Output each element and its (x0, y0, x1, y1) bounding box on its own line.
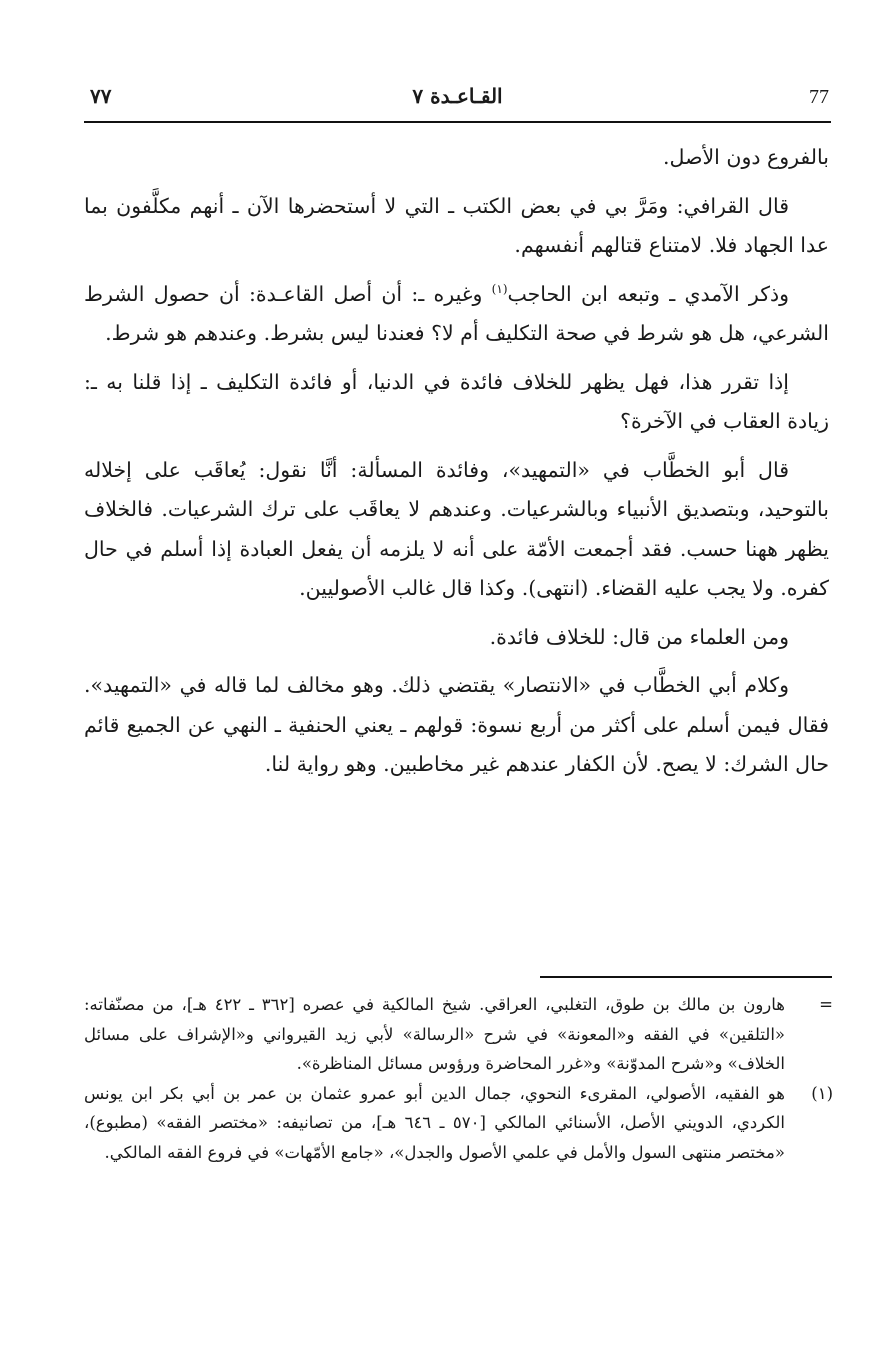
footnote (84, 990, 833, 1079)
footnote-text: هارون بن مالك بن طوق، التغلبي، العراقي. شيخ المالكية في عصره [٣٦٢ ـ ٤٢٢ هـ]، من مصنّفاته: «التلقين» في الفقه و«المعونة» في شرح «الرسالة» لأبي زيد القيرواني و«الإشراف على مسائل الخلاف» و«شرح المدوّنة» و«غرر المحاضرة ورؤوس مسائل المناظرة». (84, 995, 786, 1073)
paragraph: قال القرافي: ومَرَّ بي في بعض الكتب ـ التي لا أستحضرها الآن ـ أنهم مكلَّفون بما عدا الجهاد فلا. لامتناع قتالهم أنفسهم. (84, 193, 829, 257)
footnote-reference: (١) (491, 281, 508, 296)
main-text (84, 138, 829, 794)
footnote (84, 1079, 833, 1168)
paragraph: وكلام أبي الخطَّاب في «الانتصار» يقتضي ذلك. وهو مخالف لما قاله في «التمهيد». فقال فيمن أسلم على أكثر من أربع نسوة: قولهم ـ يعني الحنفية ـ النهي عن الجميع قائم حال الشرك: لا يصح. لأن الكفار عندهم غير مخاطبين. وهو رواية لنا. (84, 673, 829, 776)
footnote-separator (540, 976, 832, 978)
paragraph (84, 275, 829, 354)
footnote-mark: = (819, 995, 833, 1014)
page-number-latin: 77 (809, 86, 829, 108)
header-title: القـاعـدة ٧ (412, 84, 503, 108)
paragraph-text: وغيره ـ: أن أصل القاعـدة: أن حصول الشرط الشرعي، هل هو شرط في صحة التكليف أم لا؟ فعندنا ليس بشرط. وعندهم هو شرط. (84, 281, 829, 345)
footnote-mark: (١) (811, 1083, 833, 1103)
footnotes (84, 990, 833, 1167)
page-number-arabic: ٧٧ (90, 84, 112, 108)
paragraph: قال أبو الخطَّاب في «التمهيد»، وفائدة المسألة: أنَّا نقول: يُعاقَب على إخلاله بالتوحيد، وبتصديق الأنبياء وبالشرعيات. وعندهم لا يعاقَب على ترك الشرعيات. فالخلاف يظهر ههنا حسب. فقد أجمعت الأمّة على أنه لا يلزمه أن يفعل العبادة إذا أسلم في حال كفره. ولا يجب عليه القضاء. (انتهى). وكذا قال غالب الأصوليين. (84, 457, 829, 600)
paragraph-text: وذكر الآمدي ـ وتبعه ابن الحاجب (507, 281, 790, 306)
paragraph: ومن العلماء من قال: للخلاف فائدة. (489, 624, 789, 649)
running-header (84, 82, 831, 116)
paragraph: بالفروع دون الأصل. (663, 145, 829, 169)
footnote-text: هو الفقيه، الأصولي، المقرىء النحوي، جمال الدين أبو عمرو عثمان بن عمر بن أبي بكر ابن يونس الكردي، الدويني الأصل، الأسنائي المالكي [٥٧٠ ـ ٦٤٦ هـ]، من تصانيفه: «مختصر الفقه» (مطبوع)، «مختصر منتهى السول والأمل في علمي الأصول والجدل»، «جامع الأمّهات» في فروع الفقه المالكي. (84, 1083, 785, 1162)
paragraph: إذا تقرر هذا، فهل يظهر للخلاف فائدة في الدنيا، أو فائدة التكليف ـ إذا قلنا به ـ: زيادة العقاب في الآخرة؟ (84, 369, 829, 433)
header-rule (84, 121, 831, 123)
